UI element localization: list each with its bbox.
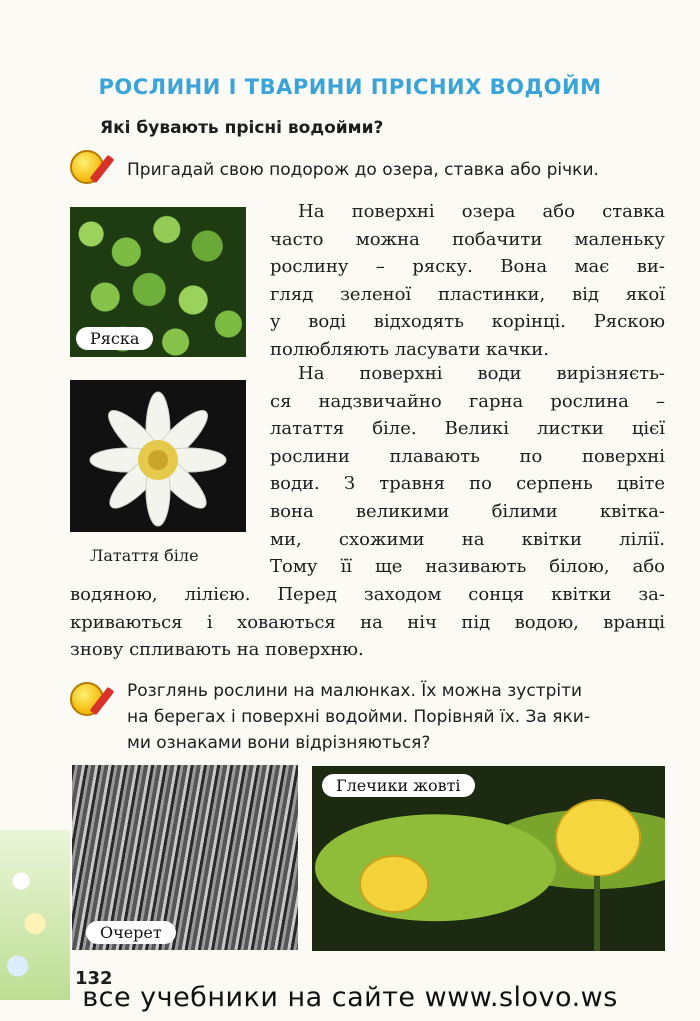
page-title: РОСЛИНИ І ТВАРИНИ ПРІСНИХ ВОДОЙМ bbox=[98, 75, 602, 99]
text-line: латаття біле. Великі листки цієї bbox=[270, 418, 665, 440]
duckweed-photo bbox=[70, 207, 246, 357]
text-line: водяною, лілією. Перед заходом сонця квітки за- bbox=[70, 584, 665, 605]
footer-banner: все учебники на сайте www.slovo.ws bbox=[82, 982, 618, 1013]
text-line: рослини плавають по поверхні bbox=[270, 445, 665, 467]
paragraph-water-lily bbox=[270, 360, 665, 581]
task-compare bbox=[127, 678, 667, 756]
smiley-pencil-icon bbox=[70, 682, 104, 716]
text-line: у воді відходять корінці. Ряскою bbox=[270, 311, 665, 333]
text-line: знову спливають на поверхню. bbox=[70, 639, 364, 661]
yellow-water-lily-photo bbox=[312, 766, 665, 951]
text-line: На поверхні озера або ставка bbox=[298, 201, 665, 222]
task-line: ми ознаками вони відрізняються? bbox=[127, 733, 431, 753]
task-line: Розглянь рослини на малюнках. Їх можна зустріти bbox=[127, 681, 583, 701]
task-recall: Пригадай свою подорож до озера, ставка або річки. bbox=[127, 160, 599, 180]
text-line: ми, схожими на квітки лілії. bbox=[270, 528, 665, 550]
smiley-pencil-icon bbox=[70, 150, 104, 184]
paragraph-water-lily-continued bbox=[70, 581, 665, 664]
duckweed-label: Ряска bbox=[76, 327, 153, 350]
text-line: На поверхні води вирізняєть- bbox=[298, 363, 665, 384]
text-line: гляд зеленої пластинки, від якої bbox=[270, 283, 665, 305]
text-line: рослину – ряску. Вона має ви- bbox=[270, 256, 665, 278]
text-line: полюбляють ласувати качки. bbox=[270, 338, 549, 360]
water-lily-caption: Латаття біле bbox=[90, 546, 199, 565]
decorative-flowers bbox=[0, 830, 70, 1000]
text-line: вона великими білими квітка- bbox=[270, 500, 665, 522]
text-line: криваються і ховаються на ніч під водою, вранці bbox=[70, 611, 665, 633]
reed-label: Очерет bbox=[86, 921, 176, 944]
reed-photo bbox=[72, 765, 298, 950]
water-lily-photo bbox=[70, 380, 246, 532]
section-subtitle: Які бувають прісні водойми? bbox=[100, 118, 384, 138]
text-line: ся надзвичайно гарна рослина – bbox=[270, 390, 665, 412]
text-line: Тому її ще називають білою, або bbox=[270, 556, 665, 578]
task-line: на берегах і поверхні водойми. Порівняй їх. За яки- bbox=[127, 707, 590, 727]
text-line: часто можна побачити маленьку bbox=[270, 228, 665, 250]
page-number: 132 bbox=[75, 968, 113, 989]
yellow-water-lily-label: Глечики жовті bbox=[322, 774, 475, 797]
paragraph-duckweed bbox=[270, 198, 665, 364]
text-line: води. З травня по серпень цвіте bbox=[270, 473, 665, 495]
